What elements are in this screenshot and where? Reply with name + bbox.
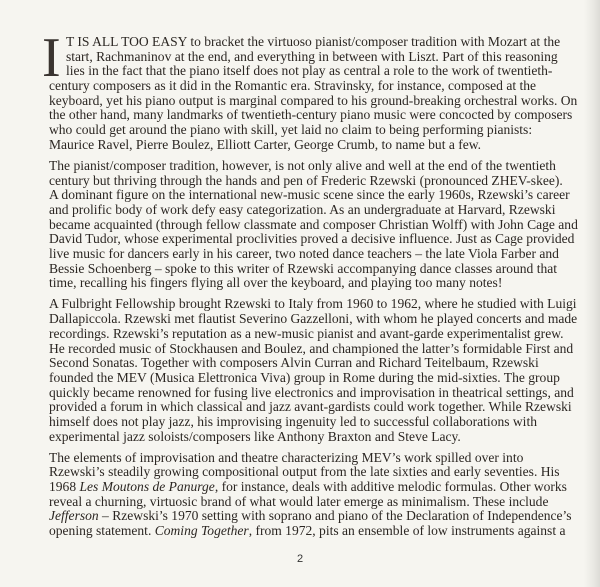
text-line — [49, 262, 589, 277]
text-segment: – Rzewski’s 1970 setting with soprano and piano of the Declaration of Independence’s — [98, 508, 572, 524]
text-line — [49, 188, 589, 203]
text-segment: , for instance, deals with additive melodic formulas. Other works — [214, 479, 567, 495]
text-segment: provided a forum in which classical and jazz avant-gardists could work together. While Rzewski — [49, 399, 572, 415]
text-segment: Rzewski’s steadily growing compositional output from the late sixties and early seventies. His — [49, 464, 560, 480]
text-segment: Second Sonatas. Together with composers Alvin Curran and Richard Teitelbaum, Rzewski — [49, 355, 539, 371]
work-title: Les Moutons de Panurge — [79, 479, 215, 495]
drop-cap: I — [42, 27, 61, 89]
text-line — [49, 232, 589, 247]
text-segment: 1968 — [49, 479, 80, 495]
text-segment: himself does not play jazz, his improvising ingenuity led to successful collaborations with — [49, 413, 537, 429]
text-segment: century composers as it did in the Romantic era. Stravinsky, for instance, composed at the — [49, 78, 537, 94]
text-segment: The pianist/composer tradition, however, is not only alive and well at the end of the twentieth — [49, 157, 556, 173]
text-line — [49, 79, 589, 94]
text-line — [49, 276, 589, 291]
text-line — [49, 64, 589, 79]
text-line — [49, 342, 589, 357]
text-line — [49, 400, 589, 415]
paragraph — [49, 451, 589, 539]
text-segment: start, Rachmaninov at the end, and everything in between with Liszt. Part of this reasoning — [66, 48, 558, 64]
page-number: 2 — [296, 553, 304, 565]
text-segment: who could get around the piano with skill, yet laid no claim to being performing pianists: — [49, 122, 533, 138]
text-segment: live music for dancers early in his career, two noted dance teachers – the late Viola Farber and — [49, 246, 559, 262]
text-line — [49, 203, 589, 218]
paragraph — [49, 35, 589, 153]
text-line — [49, 430, 589, 445]
text-line — [49, 495, 589, 510]
text-line — [49, 138, 589, 153]
text-line — [49, 509, 589, 524]
text-line — [49, 312, 589, 327]
text-line — [49, 327, 589, 342]
text-segment: , from 1972, pits an ensemble of low instruments against a — [248, 523, 566, 539]
text-line — [49, 50, 589, 65]
text-line — [49, 108, 589, 123]
text-segment: the other hand, many landmarks of twentieth-century piano music were concocted by composers — [49, 107, 573, 123]
text-segment: quickly became renowned for fusing live electronics and improvisation in theatrical settings, and — [49, 384, 574, 400]
text-line — [49, 415, 589, 430]
text-segment: keyboard, yet his piano output is marginal compared to his ground-breaking orchestral works. On — [49, 92, 578, 108]
work-title: Coming Together — [154, 523, 249, 539]
text-segment: A Fulbright Fellowship brought Rzewski to Italy from 1960 to 1962, where he studied with Luigi — [49, 296, 577, 312]
text-segment: reveal a churning, virtuosic brand of what would later emerge as minimalism. These include — [49, 493, 549, 509]
text-line — [49, 524, 589, 539]
text-segment: David Tudor, whose experimental proclivities proved a decisive influence. Just as Cage provided — [49, 231, 575, 247]
text-segment: became acquainted (through fellow classmate and composer Christian Wolff) with John Cage and — [49, 216, 578, 232]
text-line — [49, 94, 589, 109]
text-segment: Dallapiccola. Rzewski met flautist Severino Gazzelloni, with whom he played concerts and made — [49, 311, 578, 327]
text-line — [49, 174, 589, 189]
text-line — [49, 451, 589, 466]
work-title: Jefferson — [49, 508, 99, 524]
text-line — [49, 480, 589, 495]
text-segment: lies in the fact that the piano itself does not play as central a role to the work of twentieth- — [66, 63, 553, 79]
text-segment: The elements of improvisation and theatre characterizing MEV’s work spilled over into — [49, 449, 524, 465]
text-segment: Bessie Schoenberg – spoke to this writer of Rzewski accompanying dance classes around that — [49, 260, 558, 276]
text-segment: recordings. Rzewski’s reputation as a new-music pianist and avant-garde experimentalist grew. — [49, 325, 564, 341]
text-segment: A dominant figure on the international new-music scene since the early 1960s, Rzewski’s career — [49, 187, 570, 203]
text-line — [49, 297, 589, 312]
text-segment: T IS ALL TOO EASY to bracket the virtuoso pianist/composer tradition with Mozart at the — [66, 34, 561, 49]
text-line — [49, 159, 589, 174]
text-line — [49, 465, 589, 480]
text-segment: time, recalling his fingers flying all over the keyboard, and playing too many notes! — [49, 275, 503, 291]
text-segment: century but thriving through the hands and pen of Frederic Rzewski (pronounced ZHEV-skee). — [49, 172, 563, 188]
text-segment: He recorded music of Stockhausen and Boulez, and championed the latter’s formidable First and — [49, 340, 574, 356]
paragraph — [49, 159, 589, 291]
text-line — [49, 371, 589, 386]
text-line — [49, 218, 589, 233]
text-segment: opening statement. — [49, 523, 155, 539]
text-line — [49, 35, 589, 50]
booklet-text — [42, 27, 589, 545]
text-line — [49, 356, 589, 371]
text-segment: experimental jazz soloists/composers like Anthony Braxton and Steve Lacy. — [49, 428, 461, 444]
text-line — [49, 386, 589, 401]
text-segment: and prolific body of work defy easy categorization. As an undergraduate at Harvard, Rzewski — [49, 201, 556, 217]
text-line — [49, 247, 589, 262]
paragraph — [49, 297, 589, 444]
text-segment: founded the MEV (Musica Elettronica Viva) group in Rome during the mid-sixties. The group — [49, 369, 560, 385]
text-line — [49, 123, 589, 138]
text-segment: Maurice Ravel, Pierre Boulez, Elliott Carter, George Crumb, to name but a few. — [49, 136, 482, 152]
